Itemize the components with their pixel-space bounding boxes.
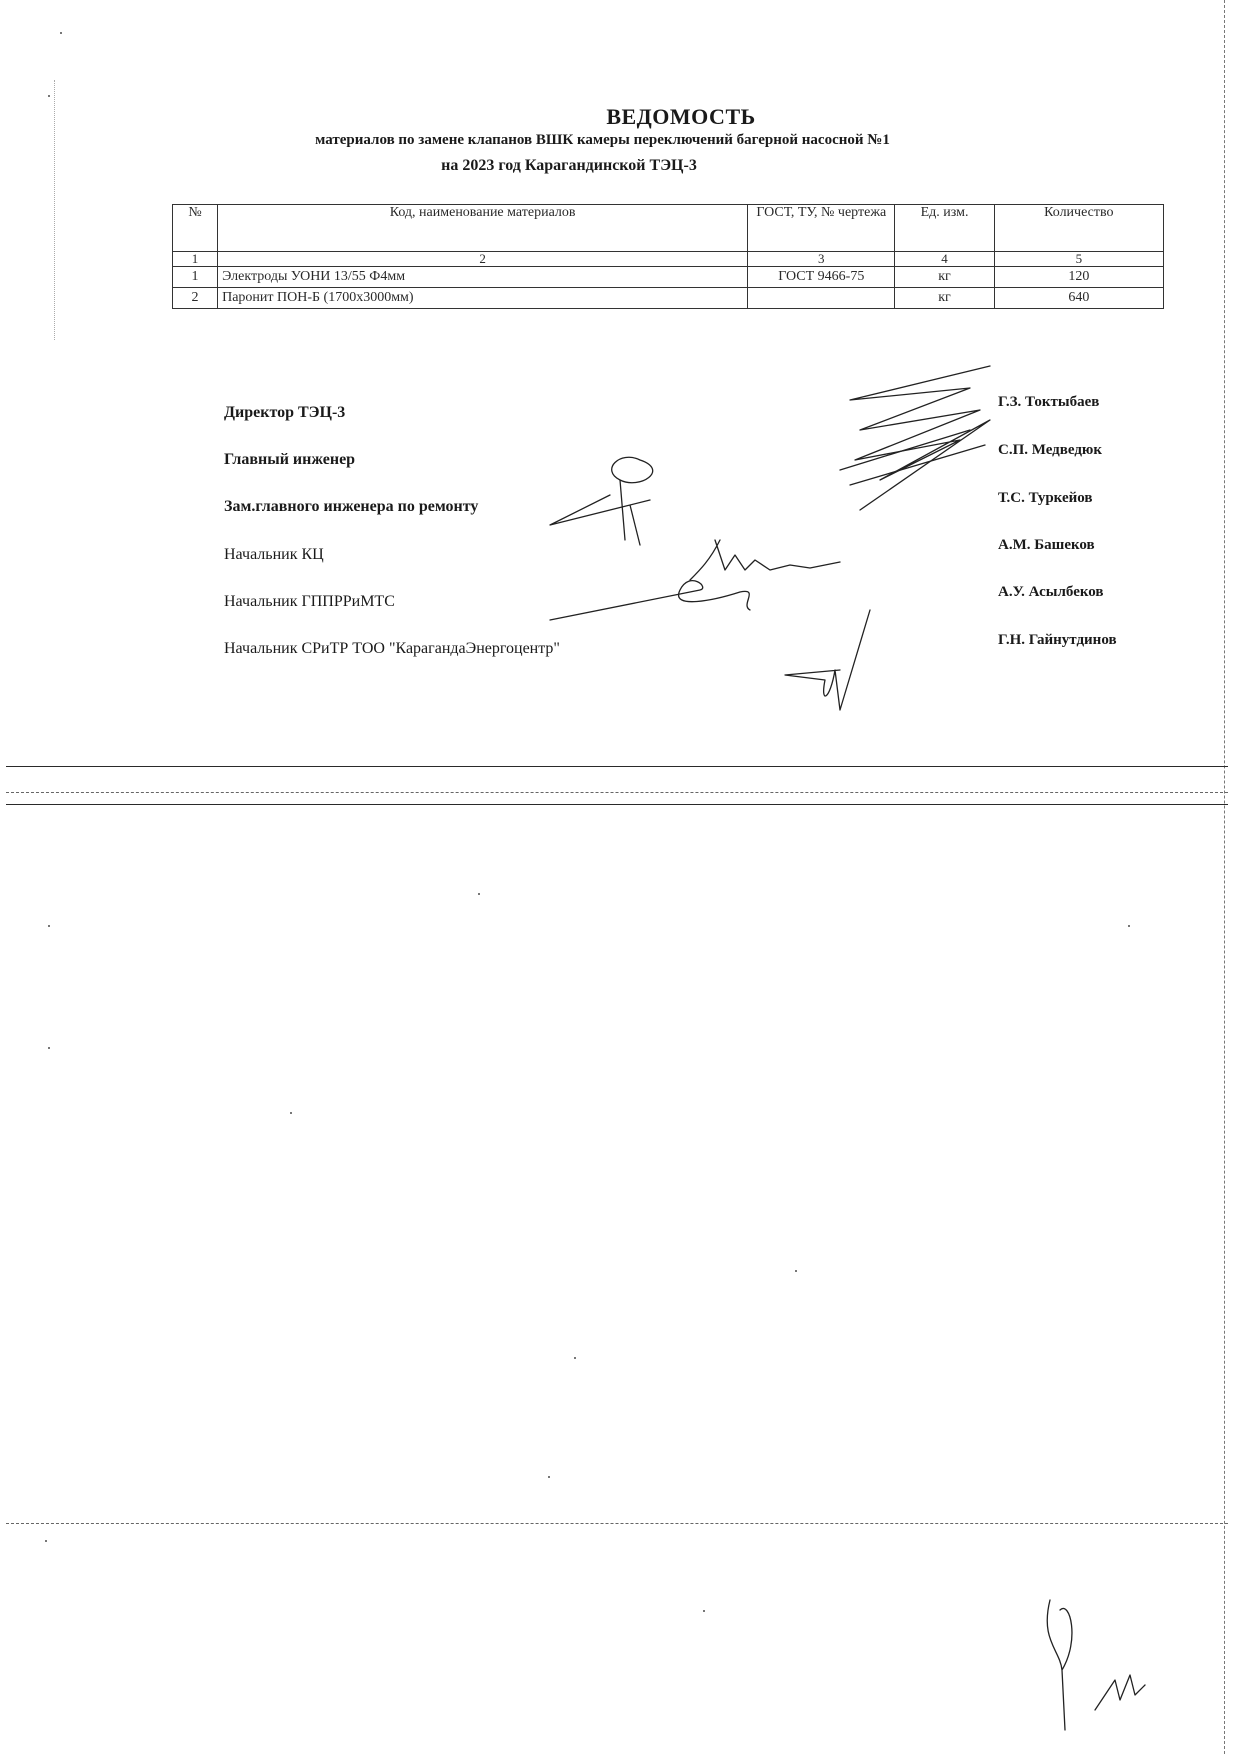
- col-header-name: Код, наименование материалов: [218, 205, 748, 252]
- row-num: 1: [173, 267, 218, 288]
- col-header-gost: ГОСТ, ТУ, № чертежа: [748, 205, 895, 252]
- materials-table: [172, 204, 1164, 309]
- page-divider: [6, 766, 1228, 767]
- row-qty: 120: [994, 267, 1163, 288]
- table-row: [173, 288, 1164, 309]
- signature-kc: [540, 530, 860, 620]
- col-header-num: №: [173, 205, 218, 252]
- page-divider-dashed: [6, 792, 1228, 793]
- scan-speck: [703, 1610, 705, 1612]
- index-cell: 3: [748, 252, 895, 267]
- signature-srtr: [780, 610, 890, 720]
- row-name: Электроды УОНИ 13/55 Ф4мм: [218, 267, 748, 288]
- signatory-name: А.М. Башеков: [998, 537, 1095, 553]
- scan-right-edge: [1224, 0, 1225, 1754]
- row-unit: кг: [895, 288, 994, 309]
- table-header-row: [173, 205, 1164, 252]
- page-divider: [6, 804, 1228, 805]
- row-gost: [748, 288, 895, 309]
- signatory-position: Начальник ГППРРиМТС: [224, 593, 395, 610]
- signatory-name: А.У. Асылбеков: [998, 584, 1104, 600]
- scan-speck: [1128, 925, 1130, 927]
- signature-director: [820, 360, 1000, 520]
- row-name: Паронит ПОН-Б (1700х3000мм): [218, 288, 748, 309]
- signatory-name: Т.С. Туркейов: [998, 490, 1093, 506]
- scan-speck: [48, 95, 50, 97]
- signature-initials-bottom: [1020, 1580, 1140, 1730]
- index-cell: 2: [218, 252, 748, 267]
- signatory-name: С.П. Медведюк: [998, 442, 1103, 458]
- index-cell: 5: [994, 252, 1163, 267]
- signatory-name: Г.З. Токтыбаев: [998, 394, 1100, 410]
- table-row: [173, 267, 1164, 288]
- signatory-position: Начальник СРиТР ТОО "КарагандаЭнергоцентр": [224, 640, 560, 657]
- document-title: ВЕДОМОСТЬ: [606, 104, 756, 129]
- scan-speck: [45, 1540, 47, 1542]
- scan-speck: [574, 1357, 576, 1359]
- col-header-unit: Ед. изм.: [895, 205, 994, 252]
- col-header-qty: Количество: [994, 205, 1163, 252]
- signatory-name: Г.Н. Гайнутдинов: [998, 632, 1117, 648]
- signatory-position: Начальник КЦ: [224, 546, 324, 563]
- signatory-position: Главный инженер: [224, 451, 356, 468]
- scan-speck: [548, 1476, 550, 1478]
- page-divider-dashed: [6, 1523, 1228, 1524]
- index-cell: 1: [173, 252, 218, 267]
- document-subtitle-year: на 2023 год Карагандинской ТЭЦ-3: [441, 157, 697, 174]
- document-subtitle: материалов по замене клапанов ВШК камеры переключений багерной насосной №1: [315, 132, 890, 148]
- scan-speck: [48, 925, 50, 927]
- row-gost: ГОСТ 9466-75: [748, 267, 895, 288]
- scan-speck: [48, 1047, 50, 1049]
- row-unit: кг: [895, 267, 994, 288]
- row-num: 2: [173, 288, 218, 309]
- scan-speck: [60, 32, 62, 34]
- signatory-position: Зам.главного инженера по ремонту: [224, 498, 479, 515]
- row-qty: 640: [994, 288, 1163, 309]
- scan-speck: [290, 1112, 292, 1114]
- scan-speck: [478, 893, 480, 895]
- index-cell: 4: [895, 252, 994, 267]
- signatory-position: Директор ТЭЦ-3: [224, 404, 346, 421]
- table-index-row: [173, 252, 1164, 267]
- scan-speck: [795, 1270, 797, 1272]
